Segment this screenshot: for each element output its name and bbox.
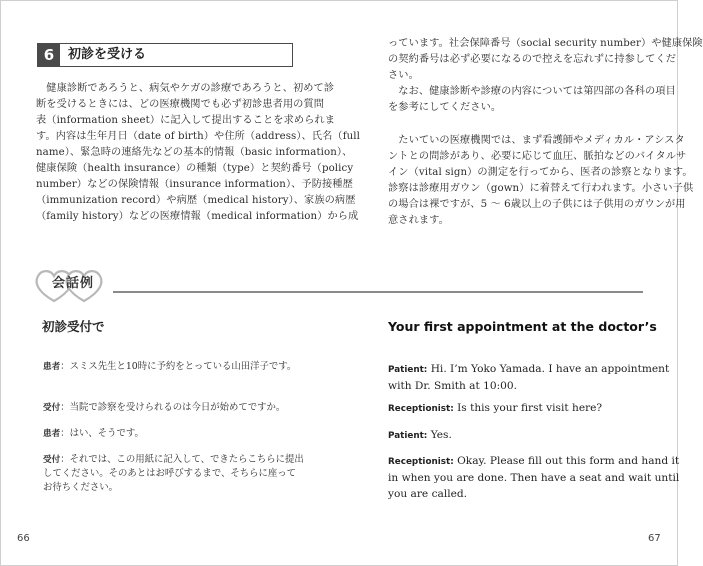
paragraph-line: （immunization record）や病歴（medical history）、家族の病歴 [36, 195, 356, 206]
dialog-line-jp: 患者：はい、そうです。 [43, 428, 144, 439]
paragraph-line: name）、緊急時の連絡先などの基本的情報（basic information）、 [36, 147, 353, 158]
section-title: 初診を受ける [68, 47, 147, 62]
dialog-line-jp: 受付：それでは、この用紙に記入して、できたらこちらに提出 してください。そのあとはお呼びするまで、そちらに座って お待ちください。 [43, 454, 304, 493]
paragraph-line: を参考にしてください。 [388, 102, 502, 113]
right-paragraph-2 [388, 133, 694, 229]
paragraph-line: っています。社会保障番号（social security number）や健康保険 [388, 38, 703, 49]
speaker-label: 患者 [43, 429, 61, 439]
paragraph-line: 表（information sheet）に記入して提出することを求められま [36, 115, 336, 126]
dialog-line-jp: 患者：スミス先生と10時に予約をとっている山田洋子です。 [43, 361, 297, 372]
dialog-title-jp: 初診受付で [42, 319, 105, 334]
section-heading [37, 43, 293, 67]
dialog-text: お待ちください。 [43, 482, 119, 493]
dialog-text: Yes. [427, 429, 452, 441]
dialog-title-en: Your first appointment at the doctor’s [388, 319, 657, 334]
dialog-text: Is this your first visit here? [453, 402, 603, 414]
section-number: 6 [38, 44, 60, 66]
dialog-text: Okay. Please fill out this form and hand it [453, 455, 680, 467]
paragraph-line: の契約番号は必ず必要になるので控えを忘れずに持参してくだ [388, 54, 677, 65]
speaker-label: Patient: [388, 365, 428, 375]
speaker-label: 患者 [43, 362, 61, 372]
paragraph-line: 断を受けるときには、どの医療機関でも必ず初診患者用の質問 [36, 99, 325, 110]
paragraph-line: たいていの医療機関では、まず看護師やメディカル・アシスタ [388, 135, 685, 146]
dialog-line-en [388, 427, 452, 444]
paragraph-line: 診察は診療用ガウン（gown）に着替えて行われます。小さい子供 [388, 183, 694, 194]
dialog-text: 当院で診察を受けられるのは今日が始めてですか。 [69, 402, 286, 413]
paragraph-line: 意されます。 [388, 215, 449, 226]
dialog-text: Hi. I’m Yoko Yamada. I have an appointment [427, 363, 670, 375]
dialog-label: 会話例 [52, 276, 95, 291]
dialog-text: スミス先生と10時に予約をとっている山田洋子です。 [69, 361, 297, 372]
dialog-text: you are called. [388, 488, 468, 500]
paragraph-line: す。内容は生年月日（date of birth）や住所（address）、氏名（full [36, 131, 360, 142]
left-paragraph [36, 81, 360, 225]
dialog-line-jp: 受付：当院で診察を受けられるのは今日が始めてですか。 [43, 402, 286, 413]
speaker-label: Receptionist: [388, 457, 454, 467]
page-number-left: 66 [17, 533, 30, 544]
speaker-label: Receptionist: [388, 404, 454, 414]
right-paragraph-1 [388, 36, 703, 116]
dialog-line-en [388, 361, 669, 394]
paragraph-line: イン（vital sign）の測定を行ってから、医者の診察となります。 [388, 167, 693, 178]
dialog-text: それでは、この用紙に記入して、できたらこちらに提出 [69, 454, 304, 465]
dialog-text: はい、そうです。 [69, 428, 144, 439]
paragraph-line: の場合は裸ですが、5 〜 6歳以上の子供には子供用のガウンが用 [388, 199, 686, 210]
speaker-label: 受付 [43, 403, 61, 413]
divider-line [113, 291, 643, 293]
paragraph-line: なお、健康診断や診療の内容については第四部の各科の項目 [388, 86, 676, 97]
dialog-text: in when you are done. Then have a seat and wait until [388, 472, 680, 484]
speaker-label: 受付 [43, 455, 61, 465]
paragraph-line: ントとの問診があり、必要に応じて血圧、脈拍などのバイタルサ [388, 151, 687, 162]
dialog-text: してください。そのあとはお呼びするまで、そちらに座って [43, 468, 296, 479]
speaker-label: Patient: [388, 431, 428, 441]
paragraph-line: 健康保険（health insurance）の種類（type）と契約番号（policy [36, 163, 354, 174]
paragraph-line: （family history）などの医療情報（medical information）から成 [36, 211, 359, 222]
paragraph-line: さい。 [388, 70, 419, 81]
dialog-line-en [388, 400, 602, 417]
paragraph-line: 健康診断であろうと、病気やケガの診療であろうと、初めて診 [36, 83, 335, 94]
paragraph-line: number）などの保険情報（insurance information）、予防接種歴 [36, 179, 353, 190]
page-number-right: 67 [648, 533, 661, 544]
dialog-text: with Dr. Smith at 10:00. [388, 380, 518, 392]
dialog-line-en [388, 453, 679, 502]
